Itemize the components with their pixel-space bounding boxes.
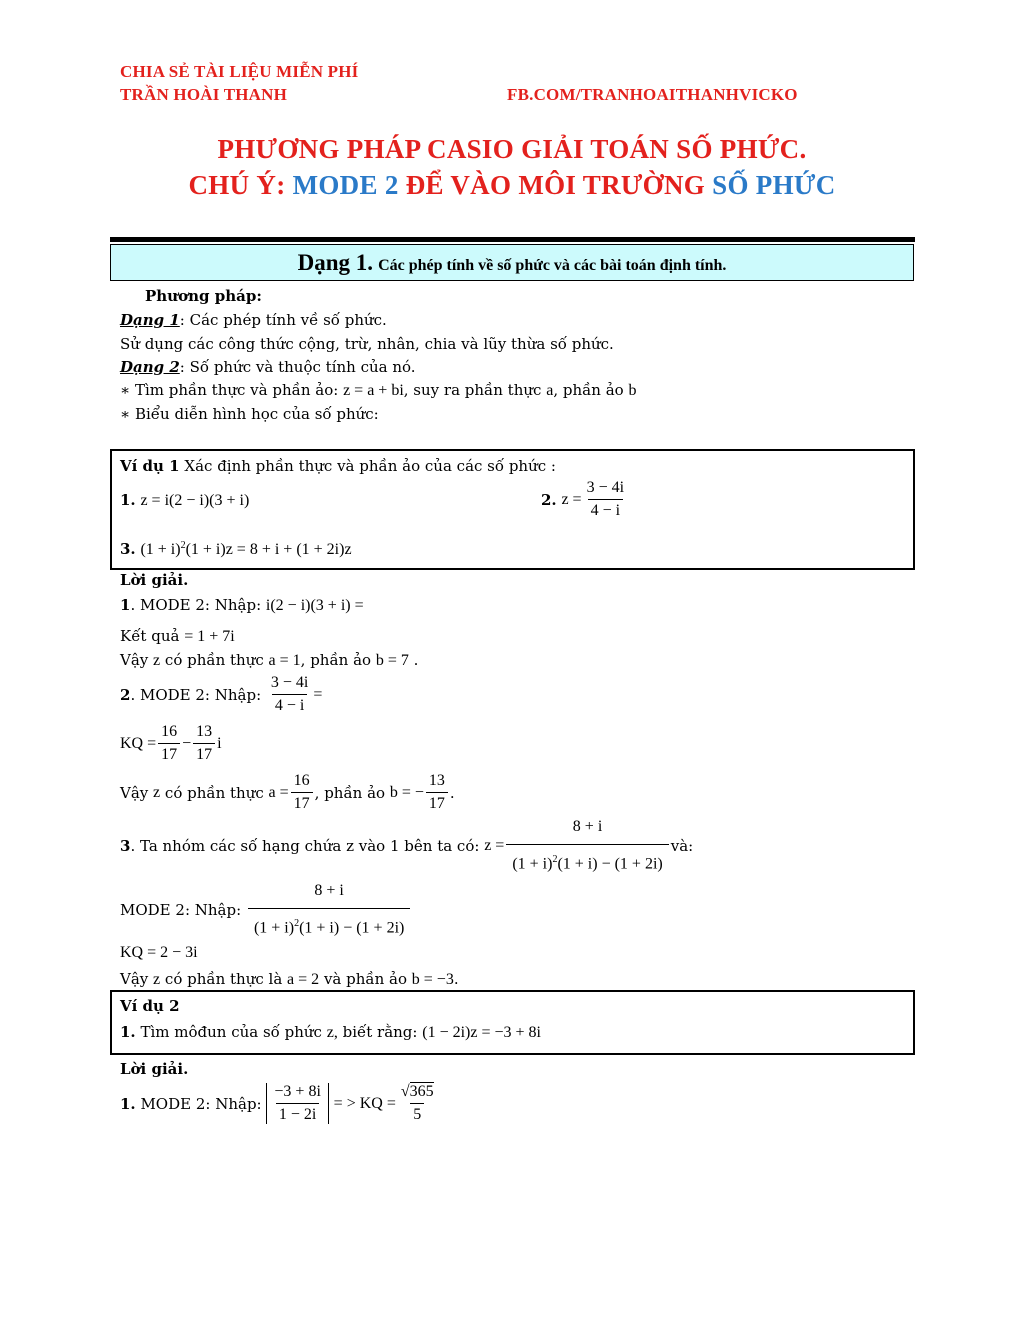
s3-text: . Ta nhóm các số hạng chứa z vào 1 bên ta có:: [130, 836, 480, 855]
s3m-bot-exp: 2: [294, 918, 300, 929]
s3-bot-b: (1 + i) − (1 + 2i): [557, 855, 663, 873]
c3a: Vậy: [120, 970, 149, 988]
note-mode: MODE 2: [292, 170, 399, 200]
d1-label: Dạng 1: [120, 311, 180, 329]
p2-lhs: z =: [561, 490, 582, 508]
c2e: b = −: [389, 783, 424, 801]
sqrt-icon: √: [400, 1083, 410, 1100]
s2-f2: [193, 723, 215, 764]
c2-b-bot: 17: [426, 792, 448, 813]
s2-f1-top: 16: [161, 723, 178, 740]
c2d: , phần ảo: [314, 783, 386, 802]
c2-b-top: 13: [428, 772, 445, 789]
method-heading: Phương pháp:: [145, 287, 262, 305]
s3m-bot-a: (1 + i): [253, 919, 295, 937]
note-middle: ĐỂ VÀO MÔI TRƯỜNG: [405, 170, 706, 200]
c2-a-bot: 17: [291, 792, 313, 813]
s2-minus: −: [182, 734, 192, 752]
p3-a: (1 + i): [140, 541, 181, 558]
sol1-s1-conclusion: [120, 650, 418, 671]
c1e: b = 7: [375, 652, 409, 669]
b1d: , phần ảo: [553, 381, 624, 399]
c3d: và phần ảo: [323, 970, 407, 988]
p3-num: 3.: [120, 540, 136, 558]
ex2-label: Ví dụ 2: [120, 997, 180, 1015]
b1c: a: [546, 382, 554, 399]
s2-fraction: [268, 674, 311, 715]
note-label: CHÚ Ý:: [188, 170, 286, 200]
s3m-bot: [248, 908, 410, 937]
abs-bars: [266, 1083, 329, 1124]
s2-top: 3 − 4i: [270, 674, 309, 691]
ex1-text: Xác định phần thực và phần ảo của các số phức :: [184, 457, 556, 475]
p2-bot: 4 − i: [588, 499, 623, 520]
s2-num: 2: [120, 685, 131, 704]
ex2-p1-num: 1.: [120, 1023, 136, 1041]
sol2-top: −3 + 8i: [274, 1083, 321, 1100]
sol2-s1: [120, 1083, 439, 1124]
s2-eq: =: [313, 685, 323, 703]
header-facebook: FB.COM/TRANHOAITHANHVICKO: [507, 85, 798, 104]
method-d2: [120, 357, 416, 377]
sol1-s2-conclusion: [120, 772, 455, 813]
c2-a-top: 16: [293, 772, 310, 789]
sol1-s1-result: [120, 626, 235, 647]
s3-mode-fraction: [248, 882, 410, 937]
sol2-result: [398, 1083, 437, 1124]
ex2-p1-z: z,: [326, 1024, 338, 1041]
s3-and: và:: [670, 836, 694, 855]
s3-lhs: z =: [484, 836, 505, 854]
ex1-p2: [541, 479, 629, 520]
b1e: b: [628, 382, 637, 399]
b1b: , suy ra phần thực: [403, 381, 542, 399]
method-d1-desc: Sử dụng các công thức cộng, trừ, nhân, chia và lũy thừa số phức.: [120, 335, 614, 353]
s1-res: = 1 + 7i: [184, 628, 235, 645]
section-label: Dạng 1.: [297, 250, 373, 275]
page-title: PHƯƠNG PHÁP CASIO GIẢI TOÁN SỐ PHỨC.: [217, 134, 807, 164]
s3-bot: [506, 844, 668, 873]
p3-b: (1 + i)z = 8 + i + (1 + 2i)z: [185, 541, 352, 558]
sol1-s3-mode: [120, 882, 412, 937]
s2-bot: 4 − i: [272, 694, 307, 715]
section-rule: [110, 237, 915, 242]
s3-num: 3: [120, 836, 131, 855]
b1a: Tìm phần thực và phần ảo:: [134, 381, 339, 399]
p1-expr: z = i(2 − i)(3 + i): [140, 492, 250, 509]
s3-bot-exp: 2: [552, 854, 558, 865]
c3b: có phần thực là: [164, 970, 283, 988]
sol1-label: Lời giải.: [120, 571, 189, 589]
b2: Biểu diễn hình học của số phức:: [134, 405, 379, 423]
header-line1: CHIA SẺ TÀI LIỆU MIỄN PHÍ: [120, 62, 359, 81]
p2-top: 3 − 4i: [586, 479, 625, 496]
c2c: a =: [268, 783, 289, 801]
c2-frac-a: [291, 772, 313, 813]
method-bullet1: [120, 380, 637, 401]
ex1-p1: [120, 490, 249, 511]
s1-expr: i(2 − i)(3 + i) =: [265, 597, 364, 614]
ex1-heading: [120, 456, 556, 476]
sol1-s2: [120, 674, 322, 715]
d2-text: : Số phức và thuộc tính của nó.: [179, 358, 416, 376]
ex1-label: Ví dụ 1: [120, 457, 180, 475]
bullet-icon: ∗: [120, 405, 131, 423]
sol2-bot: 1 − 2i: [276, 1103, 319, 1124]
c3c: a = 2: [287, 971, 320, 988]
sol2-s1-text: MODE 2: Nhập:: [140, 1094, 262, 1113]
page-subtitle: [0, 170, 1024, 201]
s3-mode: MODE 2: Nhập:: [120, 900, 242, 919]
c1a: Vậy: [120, 651, 149, 669]
sol1-s3-conclusion: [120, 969, 459, 990]
sol2-s1-num: 1.: [120, 1094, 136, 1113]
p2-fraction: [584, 479, 627, 520]
s3-top: 8 + i: [572, 818, 603, 835]
c3f: .: [453, 970, 459, 988]
sol1-s3: [120, 818, 693, 873]
s2-i: i: [217, 734, 222, 752]
s3m-top: 8 + i: [314, 882, 344, 899]
s2-f1: [158, 723, 180, 764]
s1-res-label: Kết quả: [120, 627, 180, 645]
ex1-p3: [120, 536, 352, 560]
c2f: .: [449, 783, 455, 802]
s2-f2-top: 13: [196, 723, 213, 740]
c3e: b = −3: [411, 971, 454, 988]
c1b: có phần thực: [164, 651, 264, 669]
d2-label: Dạng 2: [120, 358, 180, 376]
sol2-fraction: [271, 1083, 324, 1124]
c2z: z: [153, 783, 161, 801]
sol1-s1: [120, 595, 364, 616]
s3-fraction: [506, 818, 668, 873]
sol2-rad: 365: [409, 1083, 434, 1100]
s2-text: . MODE 2: Nhập:: [130, 685, 262, 704]
ex2-p1-text: Tìm môđun của số phức: [140, 1023, 322, 1041]
method-d1: [120, 310, 387, 330]
section-banner: [110, 244, 914, 281]
ex2-p1-expr: (1 − 2i)z = −3 + 8i: [422, 1024, 541, 1041]
c2b: có phần thực: [164, 783, 264, 802]
s3m-bot-b: (1 + i) − (1 + 2i): [299, 919, 405, 937]
c1z: z: [153, 652, 161, 669]
s2-kq: KQ =: [120, 734, 157, 752]
s2-f2-bot: 17: [193, 743, 215, 764]
sol2-den: 5: [410, 1103, 424, 1124]
sol2-label: Lời giải.: [120, 1060, 189, 1078]
sol2-arrow: = > KQ =: [333, 1094, 396, 1112]
d1-text: : Các phép tính về số phức.: [179, 311, 387, 329]
sol1-s3-kq: KQ = 2 − 3i: [120, 944, 198, 961]
bullet-icon: ∗: [120, 381, 131, 399]
c3z: z: [153, 971, 161, 988]
note-end: SỐ PHỨC: [712, 170, 836, 200]
ex2-p1: [120, 1022, 541, 1043]
p1-num: 1.: [120, 491, 136, 509]
sol2-sqrt: [398, 1083, 437, 1103]
c1d: , phần ảo: [300, 651, 372, 669]
s3-bot-a: (1 + i): [512, 855, 553, 873]
b1-math: z = a + bi: [343, 382, 404, 399]
sol1-s2-kq: [120, 723, 222, 764]
s1-text: . MODE 2: Nhập:: [130, 596, 262, 614]
p3-exp: 2: [180, 540, 186, 551]
method-bullet2: [120, 404, 379, 424]
p2-num: 2.: [541, 490, 557, 509]
c1f: .: [413, 651, 419, 669]
c2a: Vậy: [120, 783, 149, 802]
c2-frac-b: [426, 772, 448, 813]
ex2-p1-text2: biết rằng:: [342, 1023, 418, 1041]
s2-f1-bot: 17: [158, 743, 180, 764]
section-desc: Các phép tính về số phức và các bài toán định tính.: [378, 257, 727, 274]
c1c: a = 1: [268, 652, 301, 669]
s1-num: 1: [120, 596, 131, 614]
header-author: TRẦN HOÀI THANH: [120, 85, 288, 104]
